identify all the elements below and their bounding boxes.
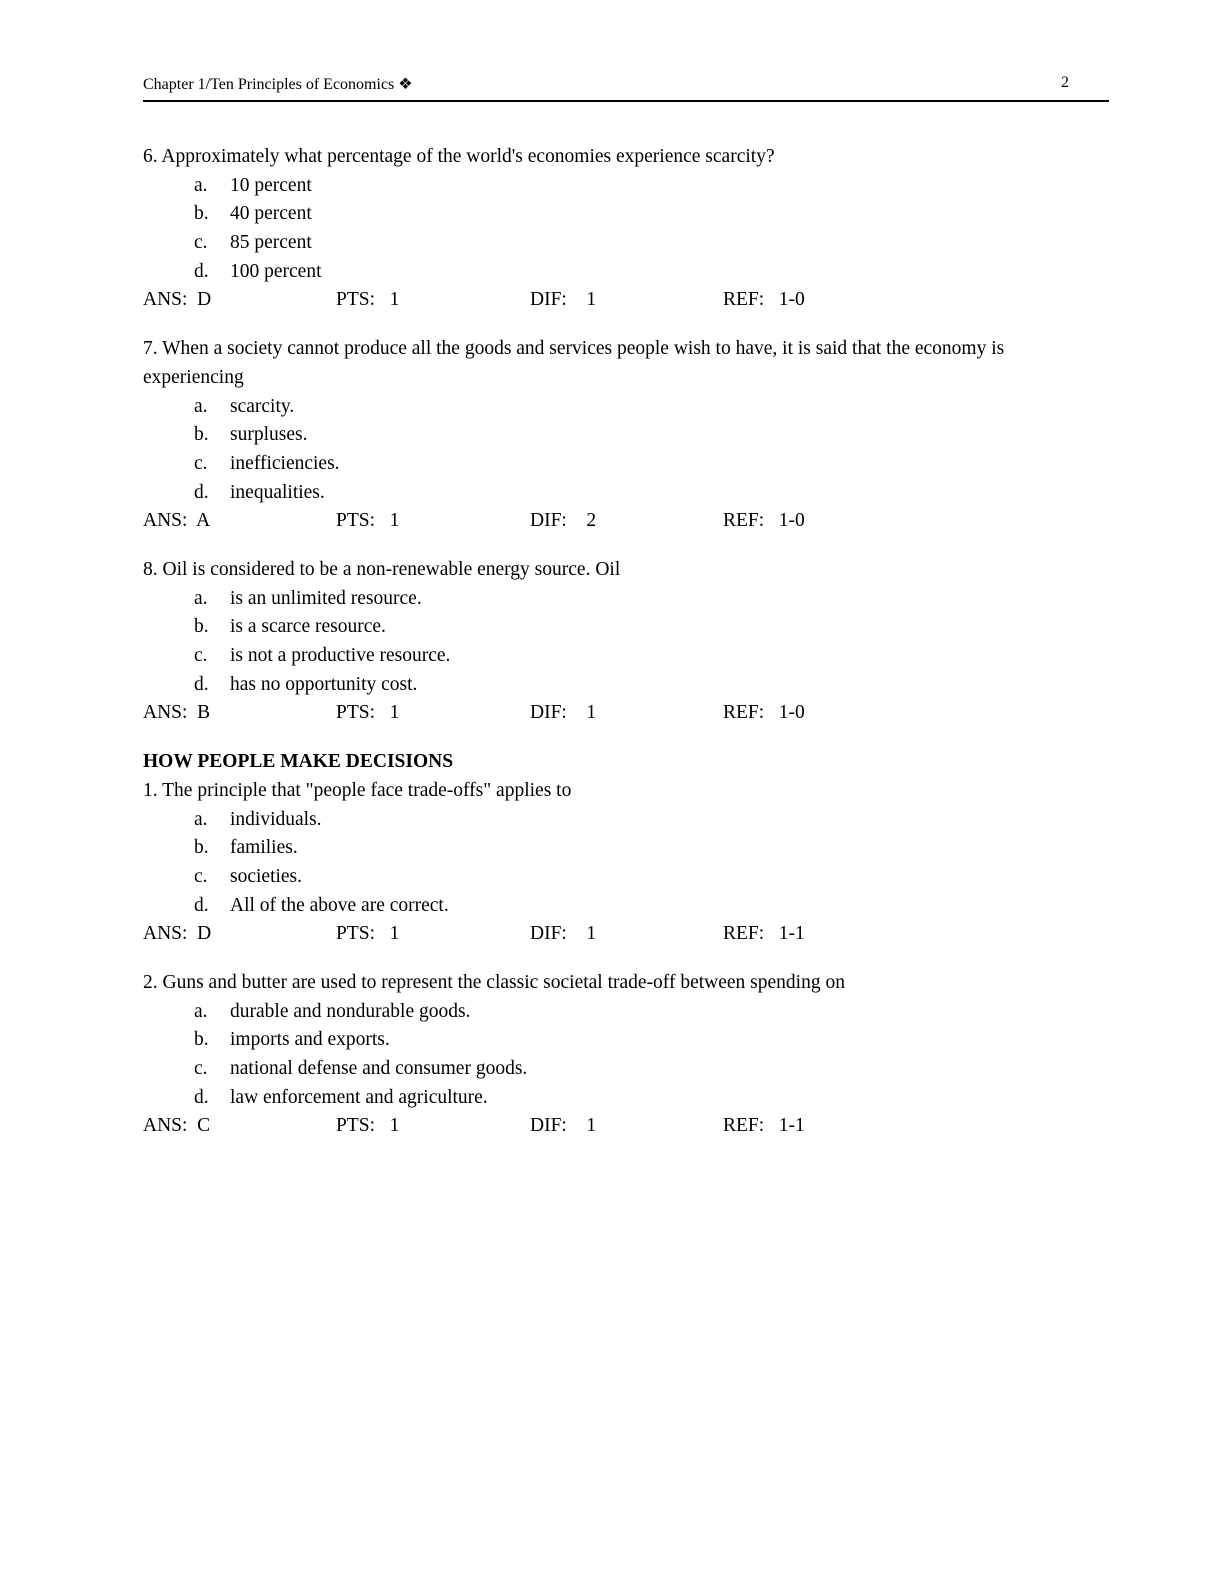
points: PTS: 1	[336, 510, 400, 532]
option-letter: c.	[194, 232, 208, 254]
option-item	[143, 200, 1109, 229]
page-number: 2	[1061, 74, 1069, 91]
option-letter: c.	[194, 1058, 208, 1080]
option-list	[143, 998, 1109, 1113]
points: PTS: 1	[336, 1115, 400, 1137]
option-item	[143, 613, 1109, 642]
option-item	[143, 229, 1109, 258]
question-stem: 7. When a society cannot produce all the goods and services people wish to have, it is said that the economy is experiencing	[143, 338, 1005, 388]
option-item	[143, 585, 1109, 614]
option-text: is a scarce resource.	[230, 616, 386, 638]
question-group-1	[143, 143, 1109, 728]
option-item	[143, 671, 1109, 700]
answer-key: ANS: D	[143, 923, 212, 945]
reference: REF: 1-1	[723, 923, 805, 945]
option-item	[143, 834, 1109, 863]
option-letter: c.	[194, 865, 208, 887]
option-item	[143, 393, 1109, 422]
reference: REF: 1-0	[723, 702, 805, 724]
option-text: individuals.	[230, 808, 322, 830]
option-letter: b.	[194, 1029, 209, 1051]
option-item	[143, 892, 1109, 921]
option-item	[143, 1084, 1109, 1113]
option-letter: d.	[194, 673, 209, 695]
option-item	[143, 642, 1109, 671]
option-text: law enforcement and agriculture.	[230, 1086, 488, 1108]
option-text: surpluses.	[230, 424, 308, 446]
option-text: societies.	[230, 865, 303, 887]
option-text: imports and exports.	[230, 1029, 390, 1051]
question	[143, 335, 1109, 536]
answer-key: ANS: C	[143, 1115, 211, 1137]
option-letter: a.	[194, 587, 208, 609]
option-letter: a.	[194, 1000, 208, 1022]
option-text: national defense and consumer goods.	[230, 1058, 528, 1080]
page-header	[143, 74, 1109, 102]
question	[143, 777, 1109, 949]
answer-meta	[143, 699, 1109, 728]
difficulty: DIF: 1	[530, 702, 597, 724]
option-letter: d.	[194, 894, 209, 916]
chapter-title: Chapter 1/Ten Principles of Economics ❖	[143, 76, 413, 93]
option-list	[143, 172, 1109, 287]
option-text: 10 percent	[230, 174, 312, 196]
question-stem: 2. Guns and butter are used to represent the classic societal trade-off between spending on	[143, 971, 845, 993]
option-list	[143, 585, 1109, 700]
option-text: 100 percent	[230, 260, 322, 282]
option-text: is an unlimited resource.	[230, 587, 422, 609]
question-stem: 8. Oil is considered to be a non-renewable energy source. Oil	[143, 558, 621, 580]
question	[143, 969, 1109, 1141]
question-stem: 1. The principle that "people face trade-offs" applies to	[143, 779, 572, 801]
difficulty: DIF: 1	[530, 289, 597, 311]
answer-meta	[143, 920, 1109, 949]
question	[143, 556, 1109, 728]
answer-meta	[143, 507, 1109, 536]
answer-meta	[143, 286, 1109, 315]
option-item	[143, 806, 1109, 835]
answer-key: ANS: A	[143, 510, 211, 532]
option-item	[143, 421, 1109, 450]
option-text: has no opportunity cost.	[230, 673, 418, 695]
option-text: inequalities.	[230, 481, 325, 503]
option-letter: a.	[194, 395, 208, 417]
option-letter: d.	[194, 481, 209, 503]
answer-key: ANS: D	[143, 289, 212, 311]
option-letter: d.	[194, 1086, 209, 1108]
points: PTS: 1	[336, 923, 400, 945]
question	[143, 143, 1109, 315]
option-item	[143, 1055, 1109, 1084]
option-list	[143, 806, 1109, 921]
question-group-2	[143, 777, 1109, 1141]
points: PTS: 1	[336, 702, 400, 724]
option-text: 85 percent	[230, 232, 312, 254]
question-stem: 6. Approximately what percentage of the world's economies experience scarcity?	[143, 146, 775, 167]
answer-key: ANS: B	[143, 702, 211, 724]
page-content	[143, 143, 1109, 1161]
option-item	[143, 998, 1109, 1027]
option-item	[143, 450, 1109, 479]
option-letter: d.	[194, 260, 209, 282]
reference: REF: 1-0	[723, 289, 805, 311]
option-letter: b.	[194, 616, 209, 638]
option-item	[143, 1026, 1109, 1055]
reference: REF: 1-1	[723, 1115, 805, 1137]
difficulty: DIF: 1	[530, 1115, 597, 1137]
option-text: is not a productive resource.	[230, 645, 451, 667]
option-text: families.	[230, 837, 298, 859]
option-letter: b.	[194, 837, 209, 859]
option-letter: b.	[194, 203, 209, 225]
points: PTS: 1	[336, 289, 400, 311]
reference: REF: 1-0	[723, 510, 805, 532]
option-item	[143, 172, 1109, 201]
section-title: HOW PEOPLE MAKE DECISIONS	[143, 751, 454, 773]
option-text: durable and nondurable goods.	[230, 1000, 471, 1022]
option-item	[143, 863, 1109, 892]
option-text: inefficiencies.	[230, 452, 340, 474]
option-letter: a.	[194, 174, 208, 196]
option-text: scarcity.	[230, 395, 295, 417]
option-letter: a.	[194, 808, 208, 830]
answer-meta	[143, 1112, 1109, 1141]
option-letter: c.	[194, 452, 208, 474]
option-item	[143, 479, 1109, 508]
option-text: All of the above are correct.	[230, 894, 449, 916]
difficulty: DIF: 2	[530, 510, 597, 532]
option-item	[143, 258, 1109, 287]
option-letter: c.	[194, 645, 208, 667]
difficulty: DIF: 1	[530, 923, 597, 945]
option-list	[143, 393, 1109, 508]
option-letter: b.	[194, 424, 209, 446]
option-text: 40 percent	[230, 203, 312, 225]
